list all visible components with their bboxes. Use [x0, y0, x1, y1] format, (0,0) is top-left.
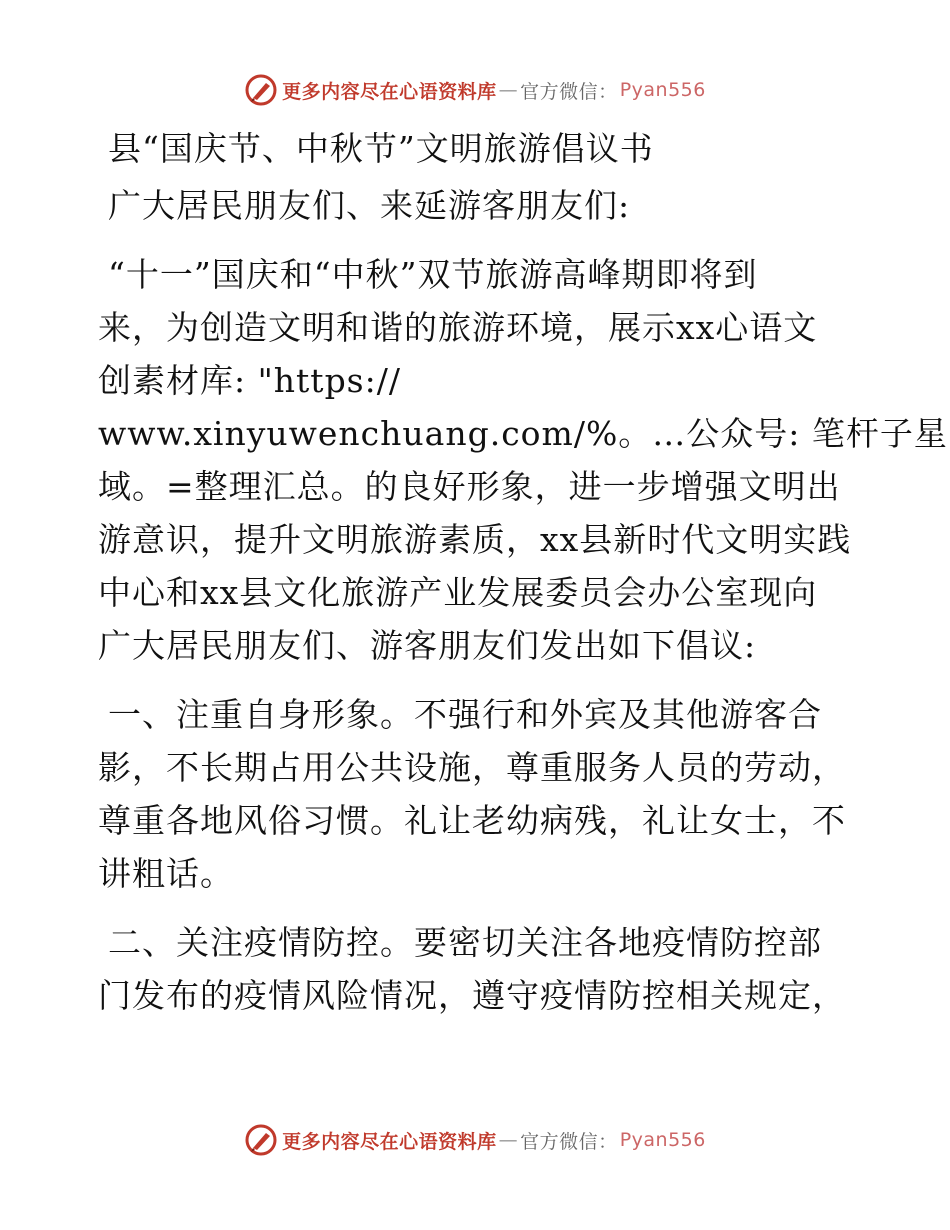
text-line: 一、注重自身形象。不强行和外宾及其他游客合 [108, 695, 822, 734]
paragraph-item-1 [98, 688, 860, 900]
banner-wechat-account: Pyan556 [619, 1129, 706, 1151]
document-title: 县“国庆节、中秋节”文明旅游倡议书 [108, 129, 654, 168]
text-line: 门发布的疫情风险情况，遵守疫情防控相关规定， [98, 976, 846, 1015]
document-salutation: 广大居民朋友们、来延游客朋友们: [108, 186, 631, 225]
pen-logo-icon [244, 1123, 278, 1157]
paragraph-item-2 [98, 916, 860, 1022]
text-line: 域。=整理汇总。的良好形象，进一步增强文明出 [98, 467, 841, 506]
header-watermark-banner [0, 70, 950, 110]
text-line: 来，为创造文明和谐的旅游环境，展示xx心语文 [98, 308, 818, 347]
text-line: 二、关注疫情防控。要密切关注各地疫情防控部 [108, 923, 822, 962]
banner-wechat-label: 官方微信： [520, 80, 618, 103]
text-line: 游意识，提升文明旅游素质，xx县新时代文明实践 [98, 520, 852, 559]
banner-dash: — [498, 79, 519, 101]
text-line: 创素材库: "https:// [98, 361, 401, 400]
text-line: 尊重各地风俗习惯。礼让老幼病残，礼让女士，不 [98, 801, 846, 840]
banner-wechat-account: Pyan556 [619, 79, 706, 101]
banner-wechat-label: 官方微信： [520, 1130, 618, 1153]
text-line: 讲粗话。 [98, 854, 234, 893]
pen-logo-icon [244, 73, 278, 107]
text-line: 广大居民朋友们、游客朋友们发出如下倡议: [98, 626, 757, 665]
text-line: “十一”国庆和“中秋”双节旅游高峰期即将到 [108, 255, 758, 294]
text-line: www.xinyuwenchuang.com/%。…公众号: 笔杆子星 [98, 414, 948, 453]
banner-brand-text: 更多内容尽在心语资料库 [282, 80, 497, 103]
paragraph-intro [98, 248, 948, 672]
banner-brand-text: 更多内容尽在心语资料库 [282, 1130, 497, 1153]
document-body [98, 122, 948, 1038]
banner-dash: — [498, 1129, 519, 1151]
text-line: 中心和xx县文化旅游产业发展委员会办公室现向 [98, 573, 818, 612]
footer-watermark-banner [0, 1120, 950, 1160]
text-line: 影，不长期占用公共设施，尊重服务人员的劳动， [98, 748, 846, 787]
